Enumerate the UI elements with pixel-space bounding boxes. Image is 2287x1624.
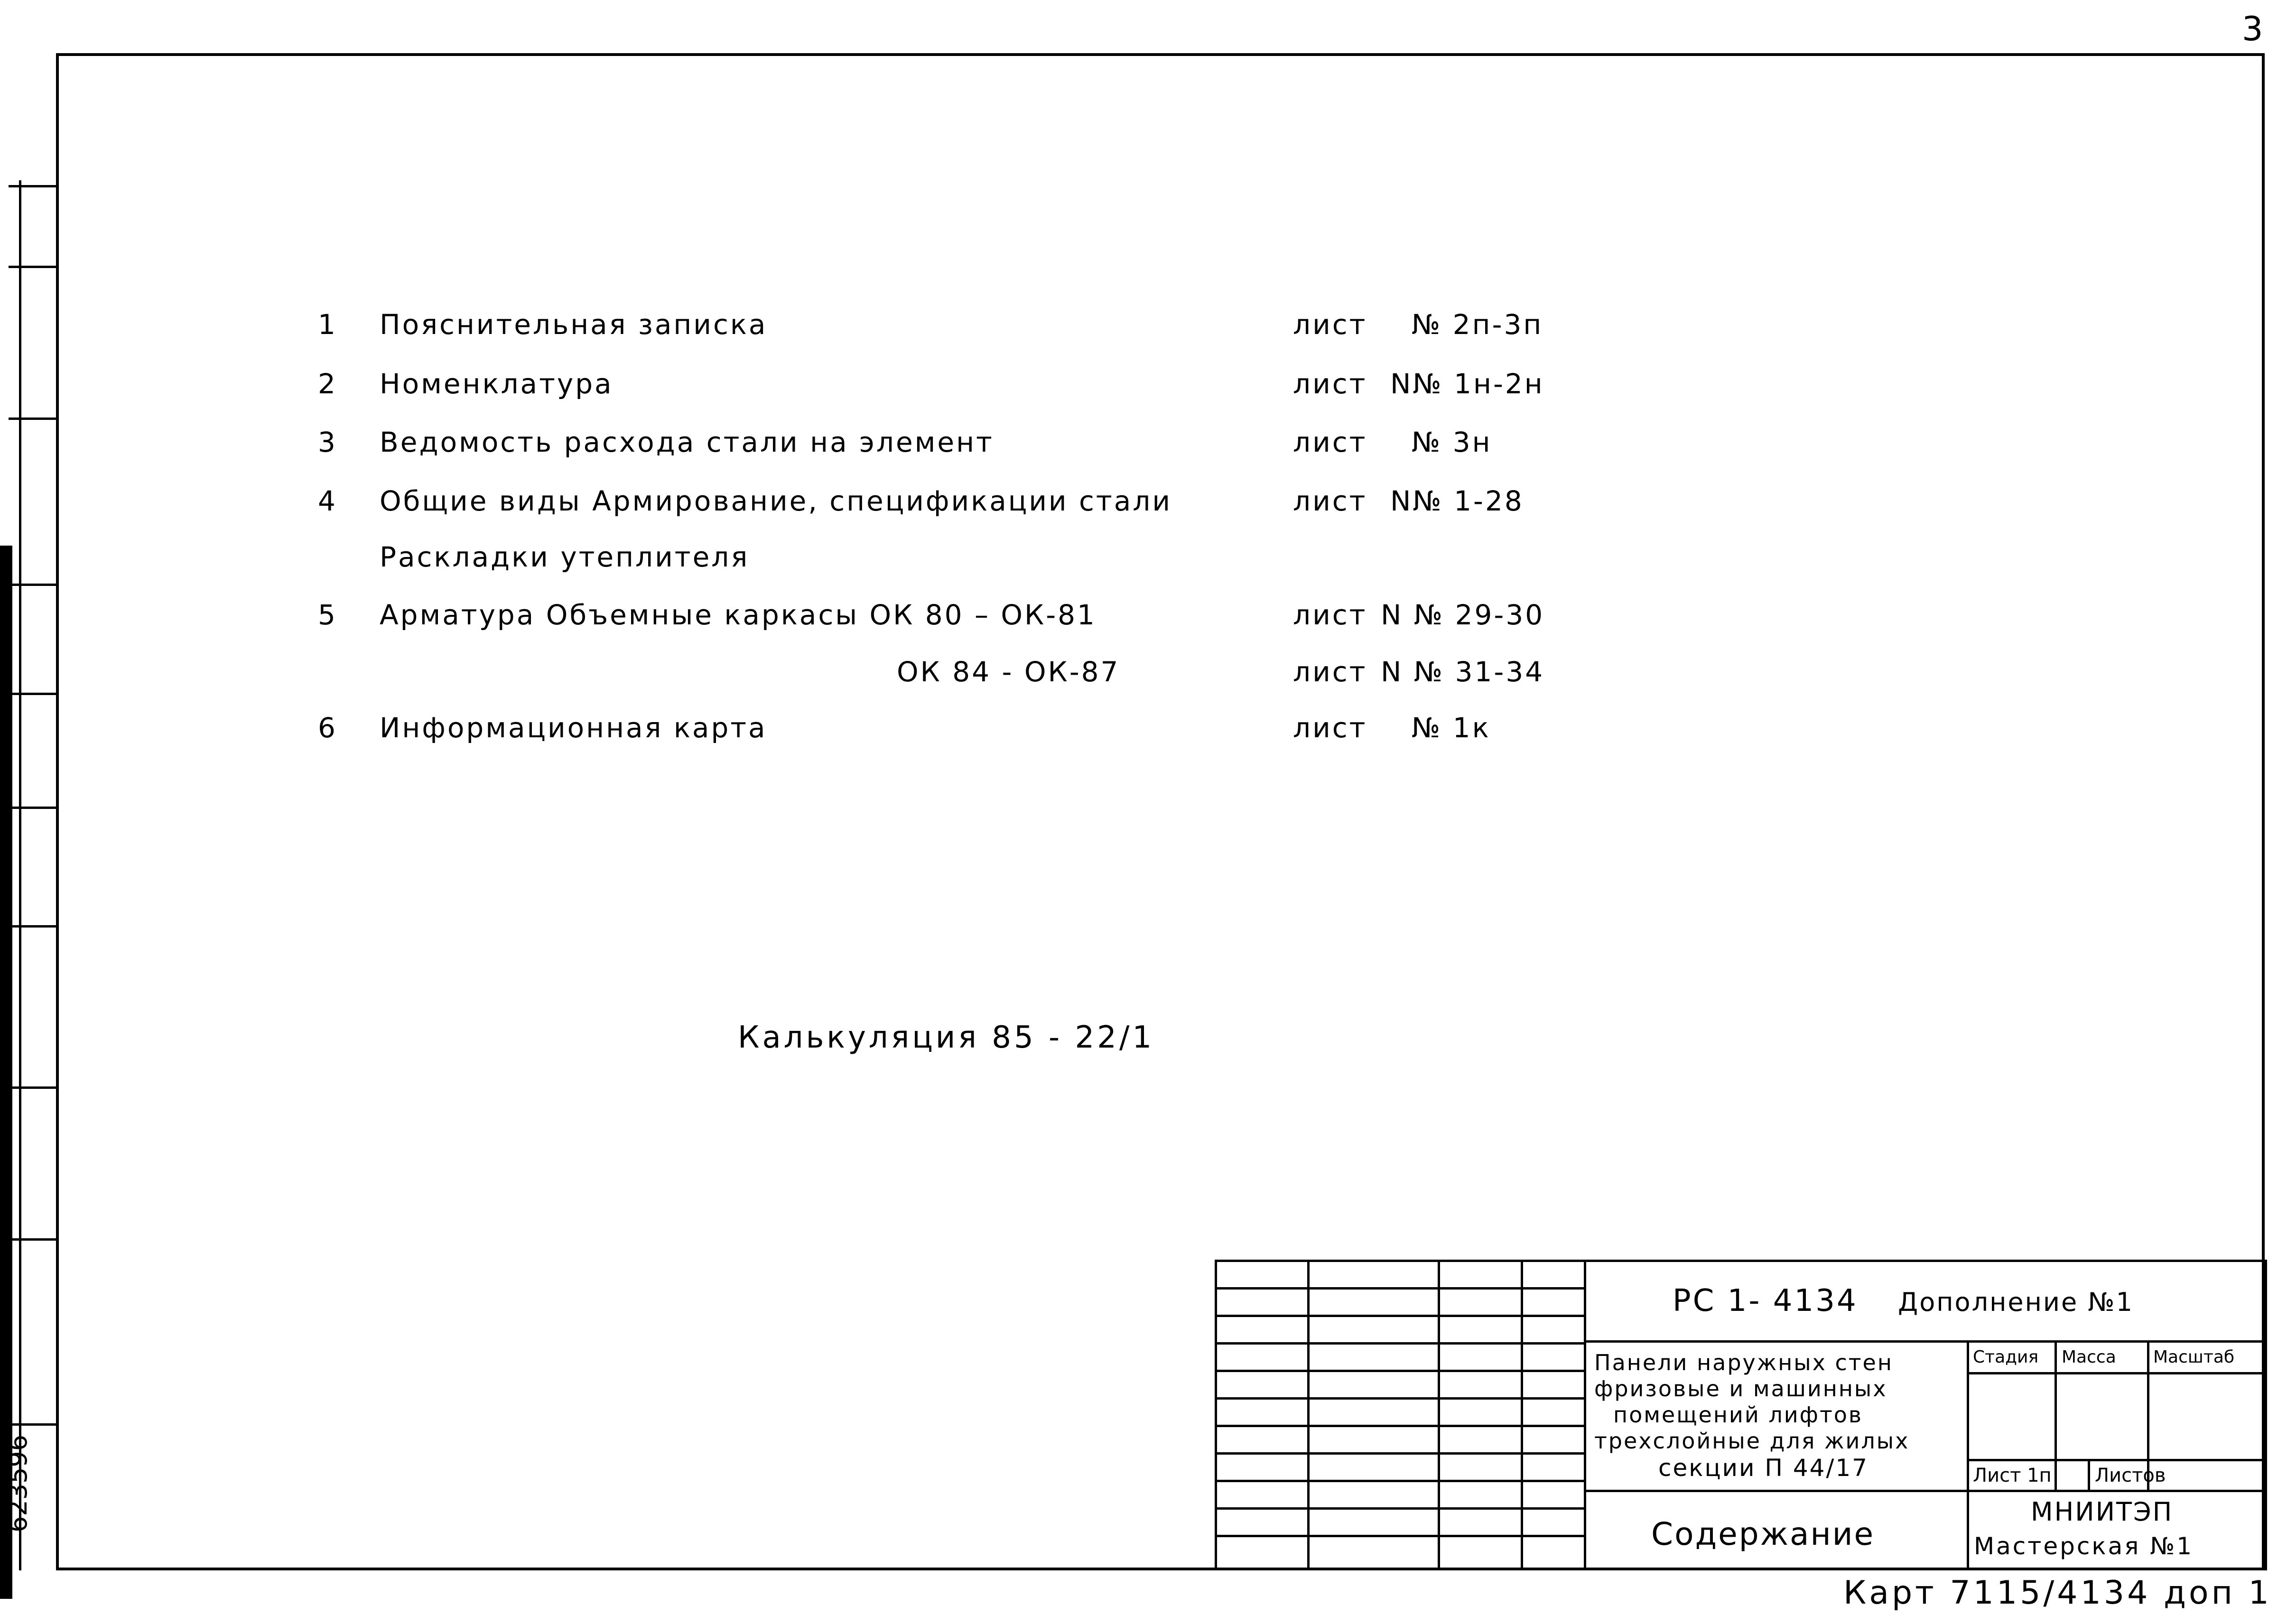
title-block xyxy=(1215,1260,2265,1570)
toc-title: Арматура Объемные каркасы ОК 80 – ОК-81 xyxy=(380,599,1097,631)
scale-header: Масштаб xyxy=(2153,1347,2235,1367)
tb-line xyxy=(1215,1260,1217,1570)
tb-line xyxy=(1215,1370,1584,1372)
toc-num: 5 xyxy=(318,599,335,631)
tb-line xyxy=(1967,1340,1969,1570)
toc-sheet-label: лист xyxy=(1293,368,1367,400)
tb-line xyxy=(1584,1490,2265,1492)
strip-tick xyxy=(9,693,56,695)
addendum-label: Дополнение №1 xyxy=(1898,1287,2134,1317)
archive-card-code: Карт 7115/4134 доп 1 xyxy=(1843,1574,2272,1612)
workshop: Мастерская №1 xyxy=(1974,1532,2194,1560)
strip-tick xyxy=(9,584,56,586)
organization: МНИИТЭП xyxy=(2031,1497,2174,1527)
toc-num: 4 xyxy=(318,485,335,517)
strip-tick xyxy=(9,185,56,187)
tb-line xyxy=(1215,1287,1584,1290)
calculation-ref: Калькуляция 85 - 22/1 xyxy=(738,1020,1155,1055)
tb-line xyxy=(2088,1459,2090,1490)
toc-sheet-ref: N№ 1н-2н xyxy=(1390,368,1544,400)
strip-tick xyxy=(9,1423,56,1426)
tb-line xyxy=(1584,1260,1586,1570)
sheets-field: Листов xyxy=(2095,1465,2166,1486)
tb-line xyxy=(1215,1425,1584,1427)
tb-line xyxy=(1215,1315,1584,1317)
toc-sheet-ref: N№ 1-28 xyxy=(1390,485,1524,517)
toc-sheet-ref: N № 31-34 xyxy=(1381,656,1545,688)
stage-header: Стадия xyxy=(1973,1347,2039,1367)
tb-line xyxy=(2265,1260,2267,1570)
toc-sheet-label: лист xyxy=(1293,308,1367,341)
tb-line xyxy=(2055,1340,2057,1490)
tb-line xyxy=(1215,1535,1584,1537)
description-line: фризовые и машинных xyxy=(1594,1376,1887,1401)
tb-line xyxy=(1967,1372,2265,1374)
tb-line xyxy=(1215,1568,2265,1570)
toc-num: 6 xyxy=(318,712,335,744)
toc-sheet-ref: № 2п-3п xyxy=(1412,308,1543,341)
tb-line xyxy=(1584,1340,2265,1343)
toc-title-continued: ОК 84 - ОК-87 xyxy=(897,656,1120,688)
tb-line xyxy=(1215,1452,1584,1455)
tb-line xyxy=(1967,1459,2265,1461)
strip-tick xyxy=(9,925,56,928)
toc-title-continued: Раскладки утеплителя xyxy=(380,541,750,573)
strip-tick xyxy=(9,1238,56,1241)
strip-tick xyxy=(9,266,56,268)
sheet-field: Лист 1п xyxy=(1973,1465,2052,1486)
tb-line xyxy=(1215,1480,1584,1482)
toc-title: Пояснительная записка xyxy=(380,308,768,341)
description-line: помещений лифтов xyxy=(1613,1402,1863,1428)
description-line: секции П 44/17 xyxy=(1658,1454,1869,1482)
description-line: трехслойные для жилых xyxy=(1594,1428,1910,1454)
toc-title: Общие виды Армирование, спецификации стали xyxy=(380,485,1172,517)
tb-line xyxy=(1438,1260,1440,1570)
toc-title: Номенклатура xyxy=(380,368,614,400)
toc-num: 1 xyxy=(318,308,335,341)
toc-title: Информационная карта xyxy=(380,712,767,744)
toc-sheet-label: лист xyxy=(1293,656,1367,688)
toc-title: Ведомость расхода стали на элемент xyxy=(380,426,994,458)
tb-line xyxy=(1215,1397,1584,1400)
toc-sheet-ref: № 3н xyxy=(1412,426,1492,458)
doc-code: РС 1- 4134 xyxy=(1673,1283,1858,1318)
toc-sheet-label: лист xyxy=(1293,599,1367,631)
toc-sheet-ref: № 1к xyxy=(1412,712,1491,744)
strip-tick xyxy=(9,1086,56,1089)
strip-tick xyxy=(9,807,56,809)
toc-sheet-label: лист xyxy=(1293,485,1367,517)
sheet-title: Содержание xyxy=(1651,1516,1875,1552)
toc-num: 3 xyxy=(318,426,335,458)
toc-num: 2 xyxy=(318,368,335,400)
sheet-number: 3 xyxy=(2242,9,2263,48)
archive-number: 623596 xyxy=(3,1434,33,1532)
tb-line xyxy=(1215,1260,2265,1262)
tb-line xyxy=(1215,1507,1584,1510)
binding-strip xyxy=(19,180,58,1570)
tb-line xyxy=(1521,1260,1523,1570)
toc-sheet-label: лист xyxy=(1293,426,1367,458)
description-line: Панели наружных стен xyxy=(1594,1350,1893,1375)
tb-line xyxy=(1215,1342,1584,1345)
mass-header: Масса xyxy=(2062,1347,2116,1367)
toc-sheet-ref: N № 29-30 xyxy=(1381,599,1545,631)
toc-sheet-label: лист xyxy=(1293,712,1367,744)
strip-tick xyxy=(9,418,56,420)
tb-line xyxy=(1307,1260,1310,1570)
